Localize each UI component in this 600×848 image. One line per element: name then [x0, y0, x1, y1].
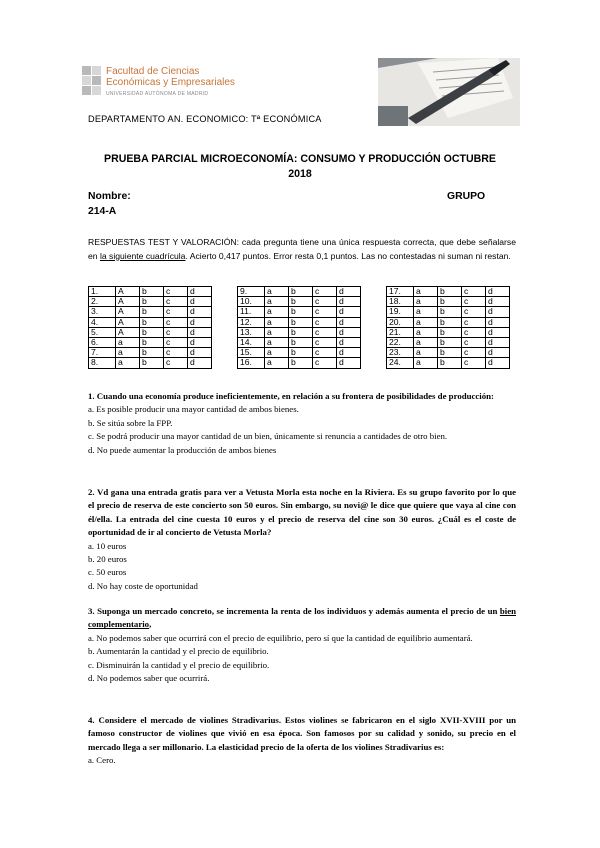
answer-option-cell[interactable]: a: [265, 317, 289, 327]
answer-number-cell: 14.: [238, 337, 265, 347]
answer-option-cell[interactable]: d: [188, 327, 212, 337]
answer-grid-row: [387, 348, 510, 358]
answer-option-cell[interactable]: d: [486, 337, 510, 347]
answer-option-cell[interactable]: c: [164, 297, 188, 307]
answer-option-cell[interactable]: c: [164, 348, 188, 358]
answer-option-cell[interactable]: d: [486, 327, 510, 337]
answer-number-cell: 13.: [238, 327, 265, 337]
answer-option-cell[interactable]: d: [486, 348, 510, 358]
answer-option-cell[interactable]: b: [289, 358, 313, 368]
question-1-option-c: c. Se podrá producir una mayor cantidad de un bien, únicamente si renuncia a cantidades de otro bien.: [88, 431, 448, 442]
answer-grid-2: [237, 286, 361, 369]
answer-number-cell: 1.: [89, 287, 116, 297]
question-1: [88, 390, 516, 457]
answer-option-cell[interactable]: c: [313, 317, 337, 327]
answer-option-cell[interactable]: a: [414, 297, 438, 307]
answer-option-cell[interactable]: b: [438, 287, 462, 297]
answer-option-cell[interactable]: c: [462, 337, 486, 347]
answer-grid-row: [238, 307, 361, 317]
logo-line-1: Facultad de Ciencias: [106, 66, 200, 77]
answer-option-cell[interactable]: a: [265, 307, 289, 317]
answer-grid-row: [238, 337, 361, 347]
question-3-option-a: a. No podemos saber que ocurrirá con el precio de equilibrio, pero sí que la cantidad de equilibrio aumentará.: [88, 632, 473, 643]
answer-option-cell[interactable]: d: [486, 287, 510, 297]
answer-option-cell[interactable]: b: [140, 348, 164, 358]
logo-line-2: Económicas y Empresariales: [106, 77, 235, 88]
answer-number-cell: 22.: [387, 337, 414, 347]
answer-number-cell: 6.: [89, 337, 116, 347]
answer-grid-row: [89, 337, 212, 347]
answer-number-cell: 4.: [89, 317, 116, 327]
nombre-label: Nombre:: [88, 191, 131, 202]
question-2-option-c: c. 50 euros: [88, 567, 127, 578]
answer-option-cell[interactable]: c: [164, 337, 188, 347]
question-2: [88, 486, 516, 593]
answer-option-cell[interactable]: d: [337, 337, 361, 347]
answer-option-cell[interactable]: a: [265, 337, 289, 347]
answer-number-cell: 18.: [387, 297, 414, 307]
answer-option-cell[interactable]: c: [164, 317, 188, 327]
answer-option-cell[interactable]: b: [289, 307, 313, 317]
answer-option-cell[interactable]: d: [188, 307, 212, 317]
answer-option-cell[interactable]: A: [116, 297, 140, 307]
answer-option-cell[interactable]: c: [462, 297, 486, 307]
answer-grid-row: [238, 287, 361, 297]
answer-option-cell[interactable]: c: [462, 358, 486, 368]
answer-grid-row: [387, 358, 510, 368]
answer-number-cell: 3.: [89, 307, 116, 317]
instructions-text-2: . Acierto 0,417 puntos. Error resta 0,1 puntos. Las no contestadas ni suman ni restan.: [185, 250, 511, 261]
answer-option-cell[interactable]: c: [313, 337, 337, 347]
answer-number-cell: 5.: [89, 327, 116, 337]
answer-option-cell[interactable]: a: [414, 348, 438, 358]
answer-grid-row: [89, 297, 212, 307]
answer-option-cell[interactable]: b: [438, 307, 462, 317]
answer-option-cell[interactable]: b: [438, 317, 462, 327]
answer-number-cell: 20.: [387, 317, 414, 327]
answer-option-cell[interactable]: d: [486, 297, 510, 307]
answer-number-cell: 15.: [238, 348, 265, 358]
answer-option-cell[interactable]: d: [337, 348, 361, 358]
answer-grid-row: [387, 327, 510, 337]
answer-option-cell[interactable]: d: [337, 287, 361, 297]
answer-option-cell[interactable]: d: [188, 337, 212, 347]
answer-option-cell[interactable]: d: [337, 307, 361, 317]
answer-grid-row: [238, 297, 361, 307]
answer-option-cell[interactable]: b: [438, 327, 462, 337]
logo-university: UNIVERSIDAD AUTÓNOMA DE MADRID: [106, 91, 209, 97]
answer-number-cell: 12.: [238, 317, 265, 327]
answer-option-cell[interactable]: d: [337, 317, 361, 327]
answer-option-cell[interactable]: c: [462, 307, 486, 317]
answer-option-cell[interactable]: c: [164, 287, 188, 297]
answer-option-cell[interactable]: b: [140, 317, 164, 327]
answer-grid-row: [89, 317, 212, 327]
answer-option-cell[interactable]: c: [462, 287, 486, 297]
answer-number-cell: 21.: [387, 327, 414, 337]
answer-option-cell[interactable]: c: [313, 297, 337, 307]
answer-option-cell[interactable]: c: [313, 348, 337, 358]
answer-option-cell[interactable]: c: [313, 358, 337, 368]
answer-grid-row: [238, 317, 361, 327]
answer-option-cell[interactable]: d: [188, 348, 212, 358]
answer-option-cell[interactable]: a: [414, 337, 438, 347]
question-3-text-end: ,: [149, 619, 152, 630]
answer-option-cell[interactable]: a: [116, 337, 140, 347]
answer-option-cell[interactable]: d: [188, 358, 212, 368]
answer-grid-1: [88, 286, 212, 369]
answer-option-cell[interactable]: b: [438, 297, 462, 307]
answer-option-cell[interactable]: b: [140, 358, 164, 368]
answer-grid-row: [387, 307, 510, 317]
answer-option-cell[interactable]: b: [289, 348, 313, 358]
answer-option-cell[interactable]: c: [164, 327, 188, 337]
answer-grid-row: [89, 348, 212, 358]
answer-option-cell[interactable]: c: [164, 358, 188, 368]
answer-option-cell[interactable]: a: [414, 307, 438, 317]
instructions-grid-reference: la siguiente cuadrícula: [99, 250, 186, 261]
answer-grid-row: [238, 358, 361, 368]
answer-option-cell[interactable]: d: [337, 297, 361, 307]
answer-option-cell[interactable]: A: [116, 317, 140, 327]
answer-number-cell: 23.: [387, 348, 414, 358]
answer-grid-row: [387, 297, 510, 307]
answer-number-cell: 19.: [387, 307, 414, 317]
question-3-text: [88, 605, 516, 632]
answer-number-cell: 2.: [89, 297, 116, 307]
exam-title-line-2: 2018: [288, 168, 312, 180]
answer-option-cell[interactable]: a: [265, 348, 289, 358]
answer-option-cell[interactable]: A: [116, 287, 140, 297]
question-3-option-d: d. No podemos saber que ocurrirá.: [88, 673, 210, 684]
question-2-option-d: d. No hay coste de oportunidad: [88, 580, 198, 591]
answer-option-cell[interactable]: b: [140, 327, 164, 337]
answer-number-cell: 8.: [89, 358, 116, 368]
faculty-logo: [82, 64, 252, 108]
answer-option-cell[interactable]: d: [486, 317, 510, 327]
answer-option-cell[interactable]: A: [116, 307, 140, 317]
question-3-option-c: c. Disminuirán la cantidad y el precio de equilibrio.: [88, 659, 270, 670]
answer-option-cell[interactable]: d: [188, 317, 212, 327]
answer-option-cell[interactable]: d: [486, 358, 510, 368]
answer-option-cell[interactable]: c: [164, 307, 188, 317]
answer-number-cell: 24.: [387, 358, 414, 368]
answer-option-cell[interactable]: d: [188, 287, 212, 297]
question-2-text: 2. Vd gana una entrada gratis para ver a Vetusta Morla esta noche en la Riviera. Es su grupo favorito por lo que el precio de reserva de este concierto son 50 euros. Sin embargo, su novi@ le dice que quiere que vaya al cine con él/ella. La entrada del cine cuesta 10 euros y el precio de reserva del cine son 30 euros. ¿Cuál es el coste de oportunidad de ir al concierto de Vetusta Morla?: [88, 487, 516, 538]
answer-option-cell[interactable]: b: [140, 307, 164, 317]
answer-grid-3: [386, 286, 510, 369]
instructions-text-1: RESPUESTAS TEST Y VALORACIÓN: cada pregunta tiene una única respuesta correcta, que debe señalarse en: [88, 237, 516, 261]
question-4: [88, 714, 516, 768]
answer-option-cell[interactable]: a: [414, 287, 438, 297]
answer-option-cell[interactable]: c: [462, 348, 486, 358]
answer-grid-row: [387, 337, 510, 347]
answer-option-cell[interactable]: b: [438, 348, 462, 358]
faculty-logo-text: [106, 66, 235, 97]
exam-title-line-1: PRUEBA PARCIAL MICROECONOMÍA: CONSUMO Y PRODUCCIÓN OCTUBRE: [104, 153, 496, 165]
instructions: [88, 236, 516, 263]
faculty-logo-mark-icon: [82, 66, 102, 98]
answer-option-cell[interactable]: a: [265, 297, 289, 307]
answer-option-cell[interactable]: a: [116, 348, 140, 358]
answer-option-cell[interactable]: d: [486, 307, 510, 317]
answer-option-cell[interactable]: d: [337, 327, 361, 337]
answer-option-cell[interactable]: a: [414, 327, 438, 337]
answer-option-cell[interactable]: b: [289, 297, 313, 307]
answer-option-cell[interactable]: c: [313, 307, 337, 317]
question-4-text: 4. Considere el mercado de violines Stradivarius. Estos violines se fabricaron en el siglo XVII-XVIII por un famoso constructor de violines que vivió en esa época. Son famosos por su calidad y sonido, su precio en el mercado llega a ser millonario. La elasticidad precio de la oferta de los violines Stradivarius es:: [88, 715, 516, 752]
answer-grid-row: [89, 287, 212, 297]
answer-option-cell[interactable]: a: [414, 358, 438, 368]
answer-option-cell[interactable]: c: [313, 327, 337, 337]
answer-grid-row: [89, 307, 212, 317]
answer-number-cell: 16.: [238, 358, 265, 368]
answer-option-cell[interactable]: b: [140, 337, 164, 347]
answer-grid-row: [387, 287, 510, 297]
question-2-option-b: b. 20 euros: [88, 554, 127, 565]
answer-option-cell[interactable]: b: [140, 287, 164, 297]
question-3-text-underlined: bien complementario: [88, 606, 516, 630]
answer-option-cell[interactable]: b: [289, 327, 313, 337]
answer-option-cell[interactable]: b: [289, 317, 313, 327]
answer-option-cell[interactable]: a: [265, 287, 289, 297]
answer-option-cell[interactable]: b: [289, 287, 313, 297]
answer-option-cell[interactable]: a: [265, 327, 289, 337]
answer-option-cell[interactable]: b: [140, 297, 164, 307]
question-3: [88, 605, 516, 685]
header-photo: [378, 58, 520, 126]
answer-option-cell[interactable]: a: [414, 317, 438, 327]
answer-grid-row: [238, 348, 361, 358]
answer-number-cell: 11.: [238, 307, 265, 317]
grupo-value: 214-A: [88, 206, 117, 217]
question-3-text-main: 3. Suponga un mercado concreto, se incrementa la renta de los individuos y además aumenta el precio de un: [88, 606, 500, 616]
answer-option-cell[interactable]: b: [438, 358, 462, 368]
answer-number-cell: 10.: [238, 297, 265, 307]
answer-option-cell[interactable]: a: [116, 358, 140, 368]
answer-option-cell[interactable]: c: [313, 287, 337, 297]
answer-option-cell[interactable]: b: [438, 337, 462, 347]
answer-option-cell[interactable]: b: [289, 337, 313, 347]
answer-option-cell[interactable]: A: [116, 327, 140, 337]
question-1-option-a: a. Es posible producir una mayor cantidad de ambos bienes.: [88, 404, 299, 415]
question-1-option-d: d. No puede aumentar la producción de ambos bienes: [88, 444, 277, 455]
answer-number-cell: 17.: [387, 287, 414, 297]
exam-title: [80, 152, 520, 182]
question-4-option-a: a. Cero.: [88, 755, 116, 766]
answer-grid-row: [387, 317, 510, 327]
question-1-option-b: b. Se sitúa sobre la FPP.: [88, 417, 173, 428]
answer-grid-row: [89, 327, 212, 337]
answer-grid-row: [89, 358, 212, 368]
question-2-option-a: a. 10 euros: [88, 540, 127, 551]
department-line: DEPARTAMENTO AN. ECONOMICO: Tª ECONÓMICA: [88, 114, 322, 124]
answer-option-cell[interactable]: d: [337, 358, 361, 368]
answer-option-cell[interactable]: c: [462, 327, 486, 337]
question-3-option-b: b. Aumentarán la cantidad y el precio de equilibrio.: [88, 646, 269, 657]
answer-grid-row: [238, 327, 361, 337]
question-1-text: 1. Cuando una economía produce ineficientemente, en relación a su frontera de posibilidades de producción:: [88, 391, 494, 401]
answer-option-cell[interactable]: a: [265, 358, 289, 368]
answer-number-cell: 7.: [89, 348, 116, 358]
answer-option-cell[interactable]: d: [188, 297, 212, 307]
grupo-label: GRUPO: [447, 191, 486, 202]
answer-number-cell: 9.: [238, 287, 265, 297]
answer-option-cell[interactable]: c: [462, 317, 486, 327]
